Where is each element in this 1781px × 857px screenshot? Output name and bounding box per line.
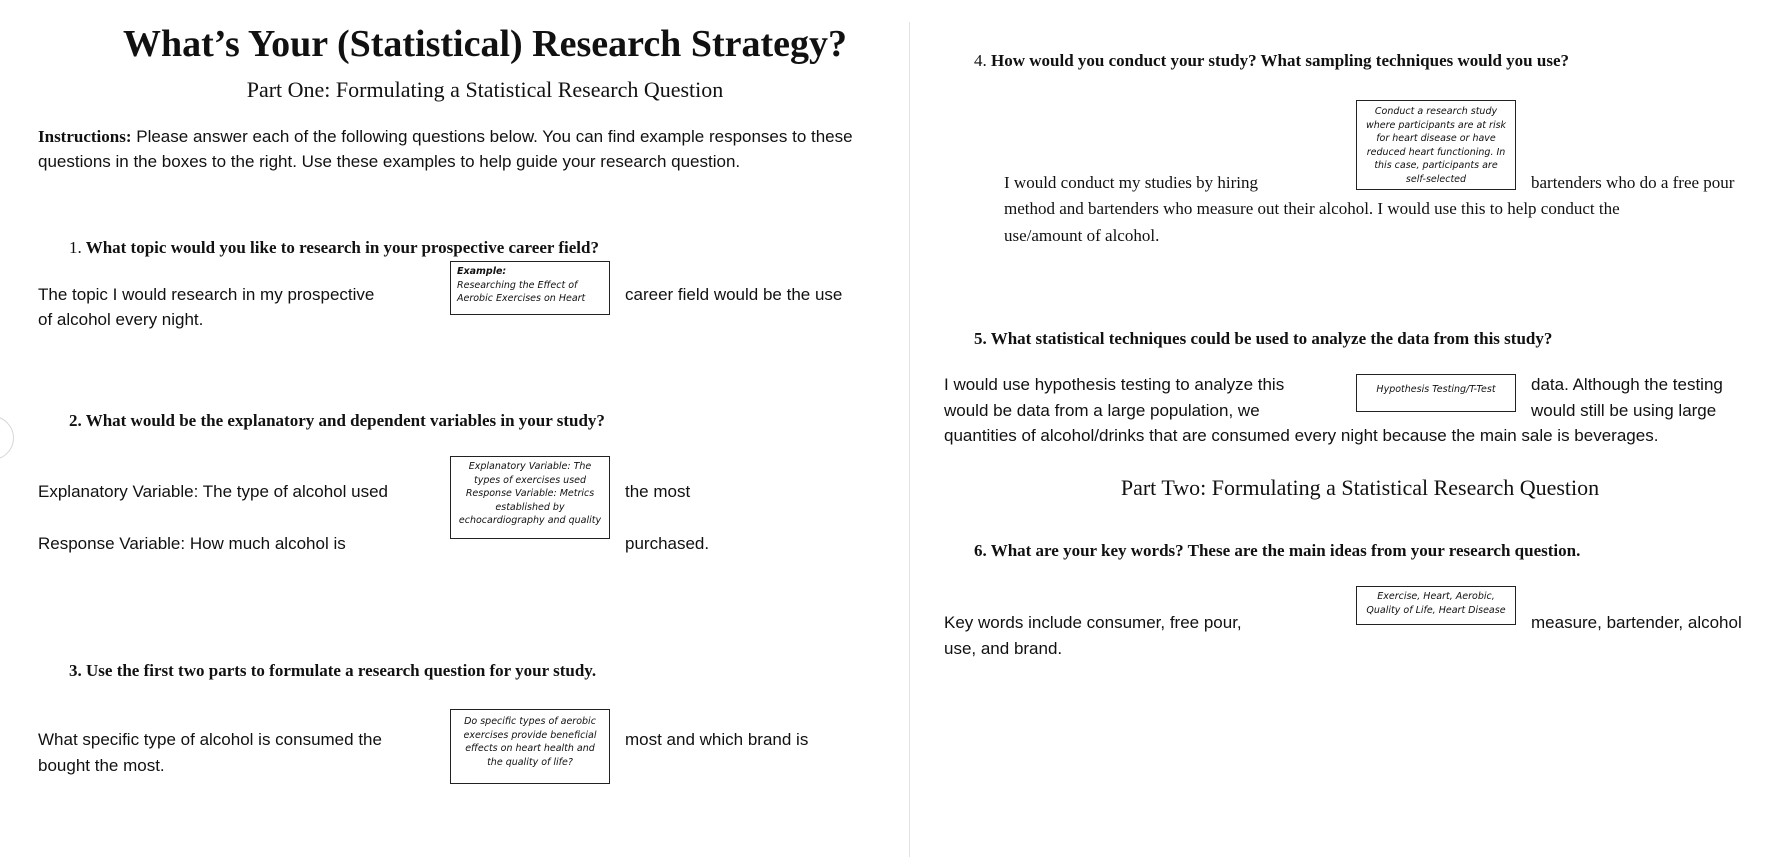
answer-3-line-a: What specific type of alcohol is consumed the [38, 730, 382, 749]
example-box-5 [1356, 374, 1516, 412]
question-4 [974, 51, 1569, 71]
example-box-1 [450, 261, 610, 315]
question-1-number: 1. [69, 238, 82, 257]
instructions-label: Instructions: [38, 127, 132, 146]
question-5: 5. What statistical techniques could be used to analyze the data from this study? [974, 329, 1553, 348]
answer-5-right-b: would still be using large [1531, 401, 1717, 420]
example-box-4-text: Conduct a research study where participants are at risk for heart disease or have reduced heart functioning. In this case, participants are self-selected [1365, 106, 1507, 185]
answer-4-line-b: method and bartenders who measure out their alcohol. I would use this to help conduct the [1004, 199, 1620, 218]
question-1 [69, 238, 599, 258]
example-box-6 [1356, 586, 1516, 625]
question-2: 2. What would be the explanatory and dependent variables in your study? [69, 411, 605, 430]
answer-6-right: measure, bartender, alcohol [1531, 613, 1742, 632]
part-two-heading: Part Two: Formulating a Statistical Research Question [1120, 475, 1600, 500]
answer-1-line-a: The topic I would research in my prospective [38, 285, 375, 304]
answer-5-line-c: quantities of alcohol/drinks that are consumed every night because the main sale is beverages. [944, 426, 1659, 445]
answer-4-line-c: use/amount of alcohol. [1004, 226, 1160, 245]
answer-2-explanatory: Explanatory Variable: The type of alcohol used [38, 482, 388, 501]
answer-2-response-right: purchased. [625, 534, 710, 553]
page-divider [909, 22, 910, 857]
instructions-text: Please answer each of the following questions below. You can find example responses to these questions in the boxes to the right. Use these examples to help guide your research question. [38, 127, 853, 171]
question-1-text: What topic would you like to research in your prospective career field? [81, 238, 599, 257]
answer-1-line-b: of alcohol every night. [38, 310, 204, 329]
example-box-6-text: Exercise, Heart, Aerobic, Quality of Life, Heart Disease [1366, 591, 1506, 616]
instructions [38, 124, 878, 174]
question-4-text: How would you conduct your study? What sampling techniques would you use? [986, 51, 1569, 70]
example-box-5-text: Hypothesis Testing/T-Test [1376, 384, 1496, 395]
answer-5-right-a: data. Although the testing [1531, 375, 1723, 394]
answer-2-explanatory-right: the most [625, 482, 691, 501]
question-3: 3. Use the first two parts to formulate a research question for your study. [69, 661, 597, 680]
answer-2-response: Response Variable: How much alcohol is [38, 534, 346, 553]
part-one-heading: Part One: Formulating a Statistical Research Question [246, 77, 724, 102]
answer-3-line-b: bought the most. [38, 756, 165, 775]
answer-5-line-a: I would use hypothesis testing to analyze this [944, 375, 1285, 394]
answer-6-line-a: Key words include consumer, free pour, [944, 613, 1242, 632]
example-box-4 [1356, 100, 1516, 190]
answer-5-line-b: would be data from a large population, we [944, 401, 1260, 420]
example-box-2 [450, 456, 610, 539]
example-box-1-label: Example: [457, 266, 507, 277]
answer-6-line-b: use, and brand. [944, 639, 1063, 658]
page-title: What’s Your (Statistical) Research Strategy? [122, 23, 847, 65]
example-box-3 [450, 709, 610, 784]
example-box-3-text: Do specific types of aerobic exercises provide beneficial effects on heart health and the quality of life? [463, 716, 597, 768]
question-6: 6. What are your key words? These are the main ideas from your research question. [974, 541, 1581, 560]
example-box-2-text: Explanatory Variable: The types of exercises used Response Variable: Metrics established by echocardiography and quality [458, 461, 602, 526]
question-4-number: 4. [974, 51, 987, 70]
answer-4-right: bartenders who do a free pour [1531, 173, 1735, 192]
answer-3-right: most and which brand is [625, 730, 809, 749]
answer-4-line-a: I would conduct my studies by hiring [1004, 173, 1259, 192]
answer-1-right: career field would be the use [625, 285, 843, 304]
side-scroll-handle[interactable] [0, 416, 14, 460]
example-box-1-text: Researching the Effect of Aerobic Exercises on Heart [457, 279, 586, 304]
